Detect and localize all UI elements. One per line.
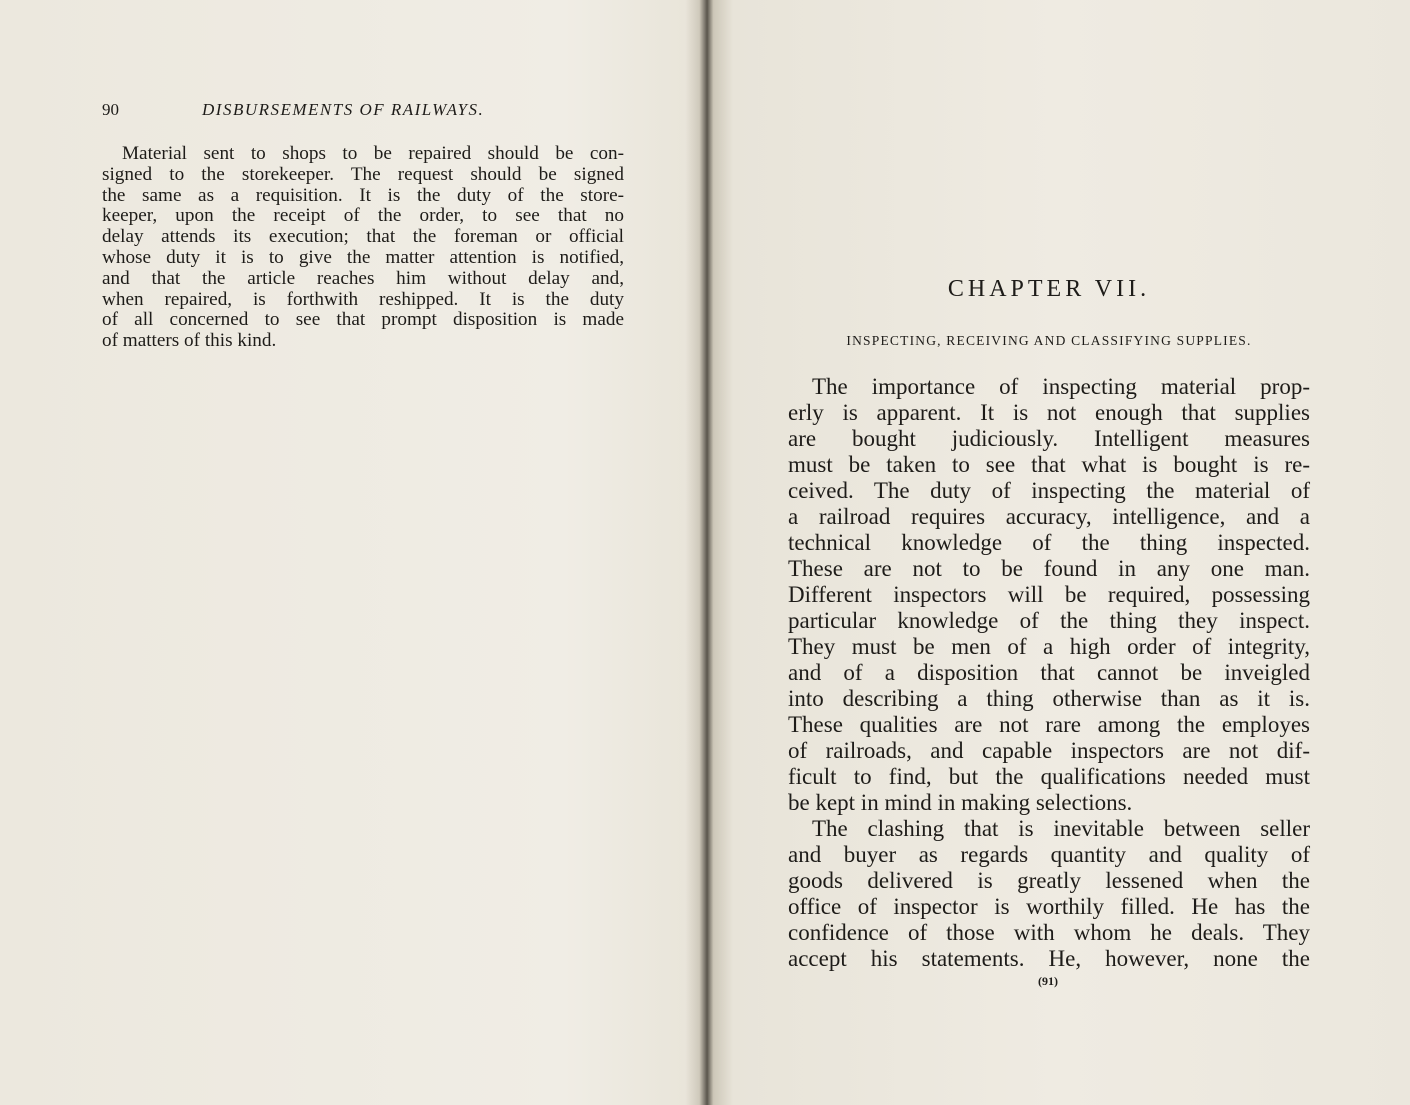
text-line: Different inspectors will be required, possessing xyxy=(788,582,1310,607)
left-page xyxy=(0,0,700,1105)
text-line: delay attends its execution; that the foreman or official xyxy=(102,226,624,248)
chapter-title: CHAPTER VII. xyxy=(947,276,1151,302)
running-title: DISBURSEMENTS OF RAILWAYS. xyxy=(202,100,485,119)
text-line: of all concerned to see that prompt disposition is made xyxy=(102,309,624,331)
text-line: be kept in mind in making selections. xyxy=(788,790,1133,815)
text-line: signed to the storekeeper. The request should be signed xyxy=(102,163,624,185)
text-line: and that the article reaches him without delay and, xyxy=(102,267,624,289)
text-line: whose duty it is to give the matter attention is notified, xyxy=(102,246,624,268)
text-line: into describing a thing otherwise than as it is. xyxy=(788,686,1310,711)
text-line: The clashing that is inevitable between seller xyxy=(812,816,1310,841)
left-paragraph xyxy=(102,144,624,352)
text-line: accept his statements. He, however, none the xyxy=(788,946,1310,971)
text-line: of matters of this kind. xyxy=(102,330,277,352)
text-line: must be taken to see that what is bought is re- xyxy=(788,452,1310,477)
text-line: The importance of inspecting material prop- xyxy=(812,374,1310,399)
page-number: 90 xyxy=(102,100,119,119)
text-line: office of inspector is worthily filled. He has the xyxy=(788,894,1310,919)
text-line: ceived. The duty of inspecting the material of xyxy=(788,478,1310,503)
text-line: erly is apparent. It is not enough that supplies xyxy=(788,400,1310,425)
text-line: Material sent to shops to be repaired should be con- xyxy=(122,143,624,164)
running-head xyxy=(102,100,624,122)
text-line: of railroads, and capable inspectors are not dif- xyxy=(788,738,1310,763)
footer-page-number: (91) xyxy=(1038,974,1058,988)
text-line: the same as a requisition. It is the duty of the store- xyxy=(102,184,624,206)
text-line: confidence of those with whom he deals. They xyxy=(788,920,1310,945)
right-page xyxy=(708,0,1410,1105)
text-line: These qualities are not rare among the employes xyxy=(788,712,1310,737)
text-line: when repaired, is forthwith reshipped. It is the duty xyxy=(102,288,624,310)
text-line: ficult to find, but the qualifications needed must xyxy=(788,764,1310,789)
text-line: They must be men of a high order of integrity, xyxy=(788,634,1310,659)
text-line: keeper, upon the receipt of the order, to see that no xyxy=(102,205,624,227)
right-body xyxy=(788,374,1310,972)
text-line: goods delivered is greatly lessened when the xyxy=(788,868,1310,893)
text-line: and buyer as regards quantity and quality of xyxy=(788,842,1310,867)
text-line: are bought judiciously. Intelligent measures xyxy=(788,426,1310,451)
text-line: particular knowledge of the thing they inspect. xyxy=(788,608,1310,633)
text-line: These are not to be found in any one man. xyxy=(788,556,1310,581)
text-line: a railroad requires accuracy, intelligence, and a xyxy=(788,504,1310,529)
text-line: technical knowledge of the thing inspected. xyxy=(788,530,1310,555)
text-line: and of a disposition that cannot be inveigled xyxy=(788,660,1310,685)
chapter-subtitle: INSPECTING, RECEIVING AND CLASSIFYING SUPPLIES. xyxy=(846,333,1252,348)
